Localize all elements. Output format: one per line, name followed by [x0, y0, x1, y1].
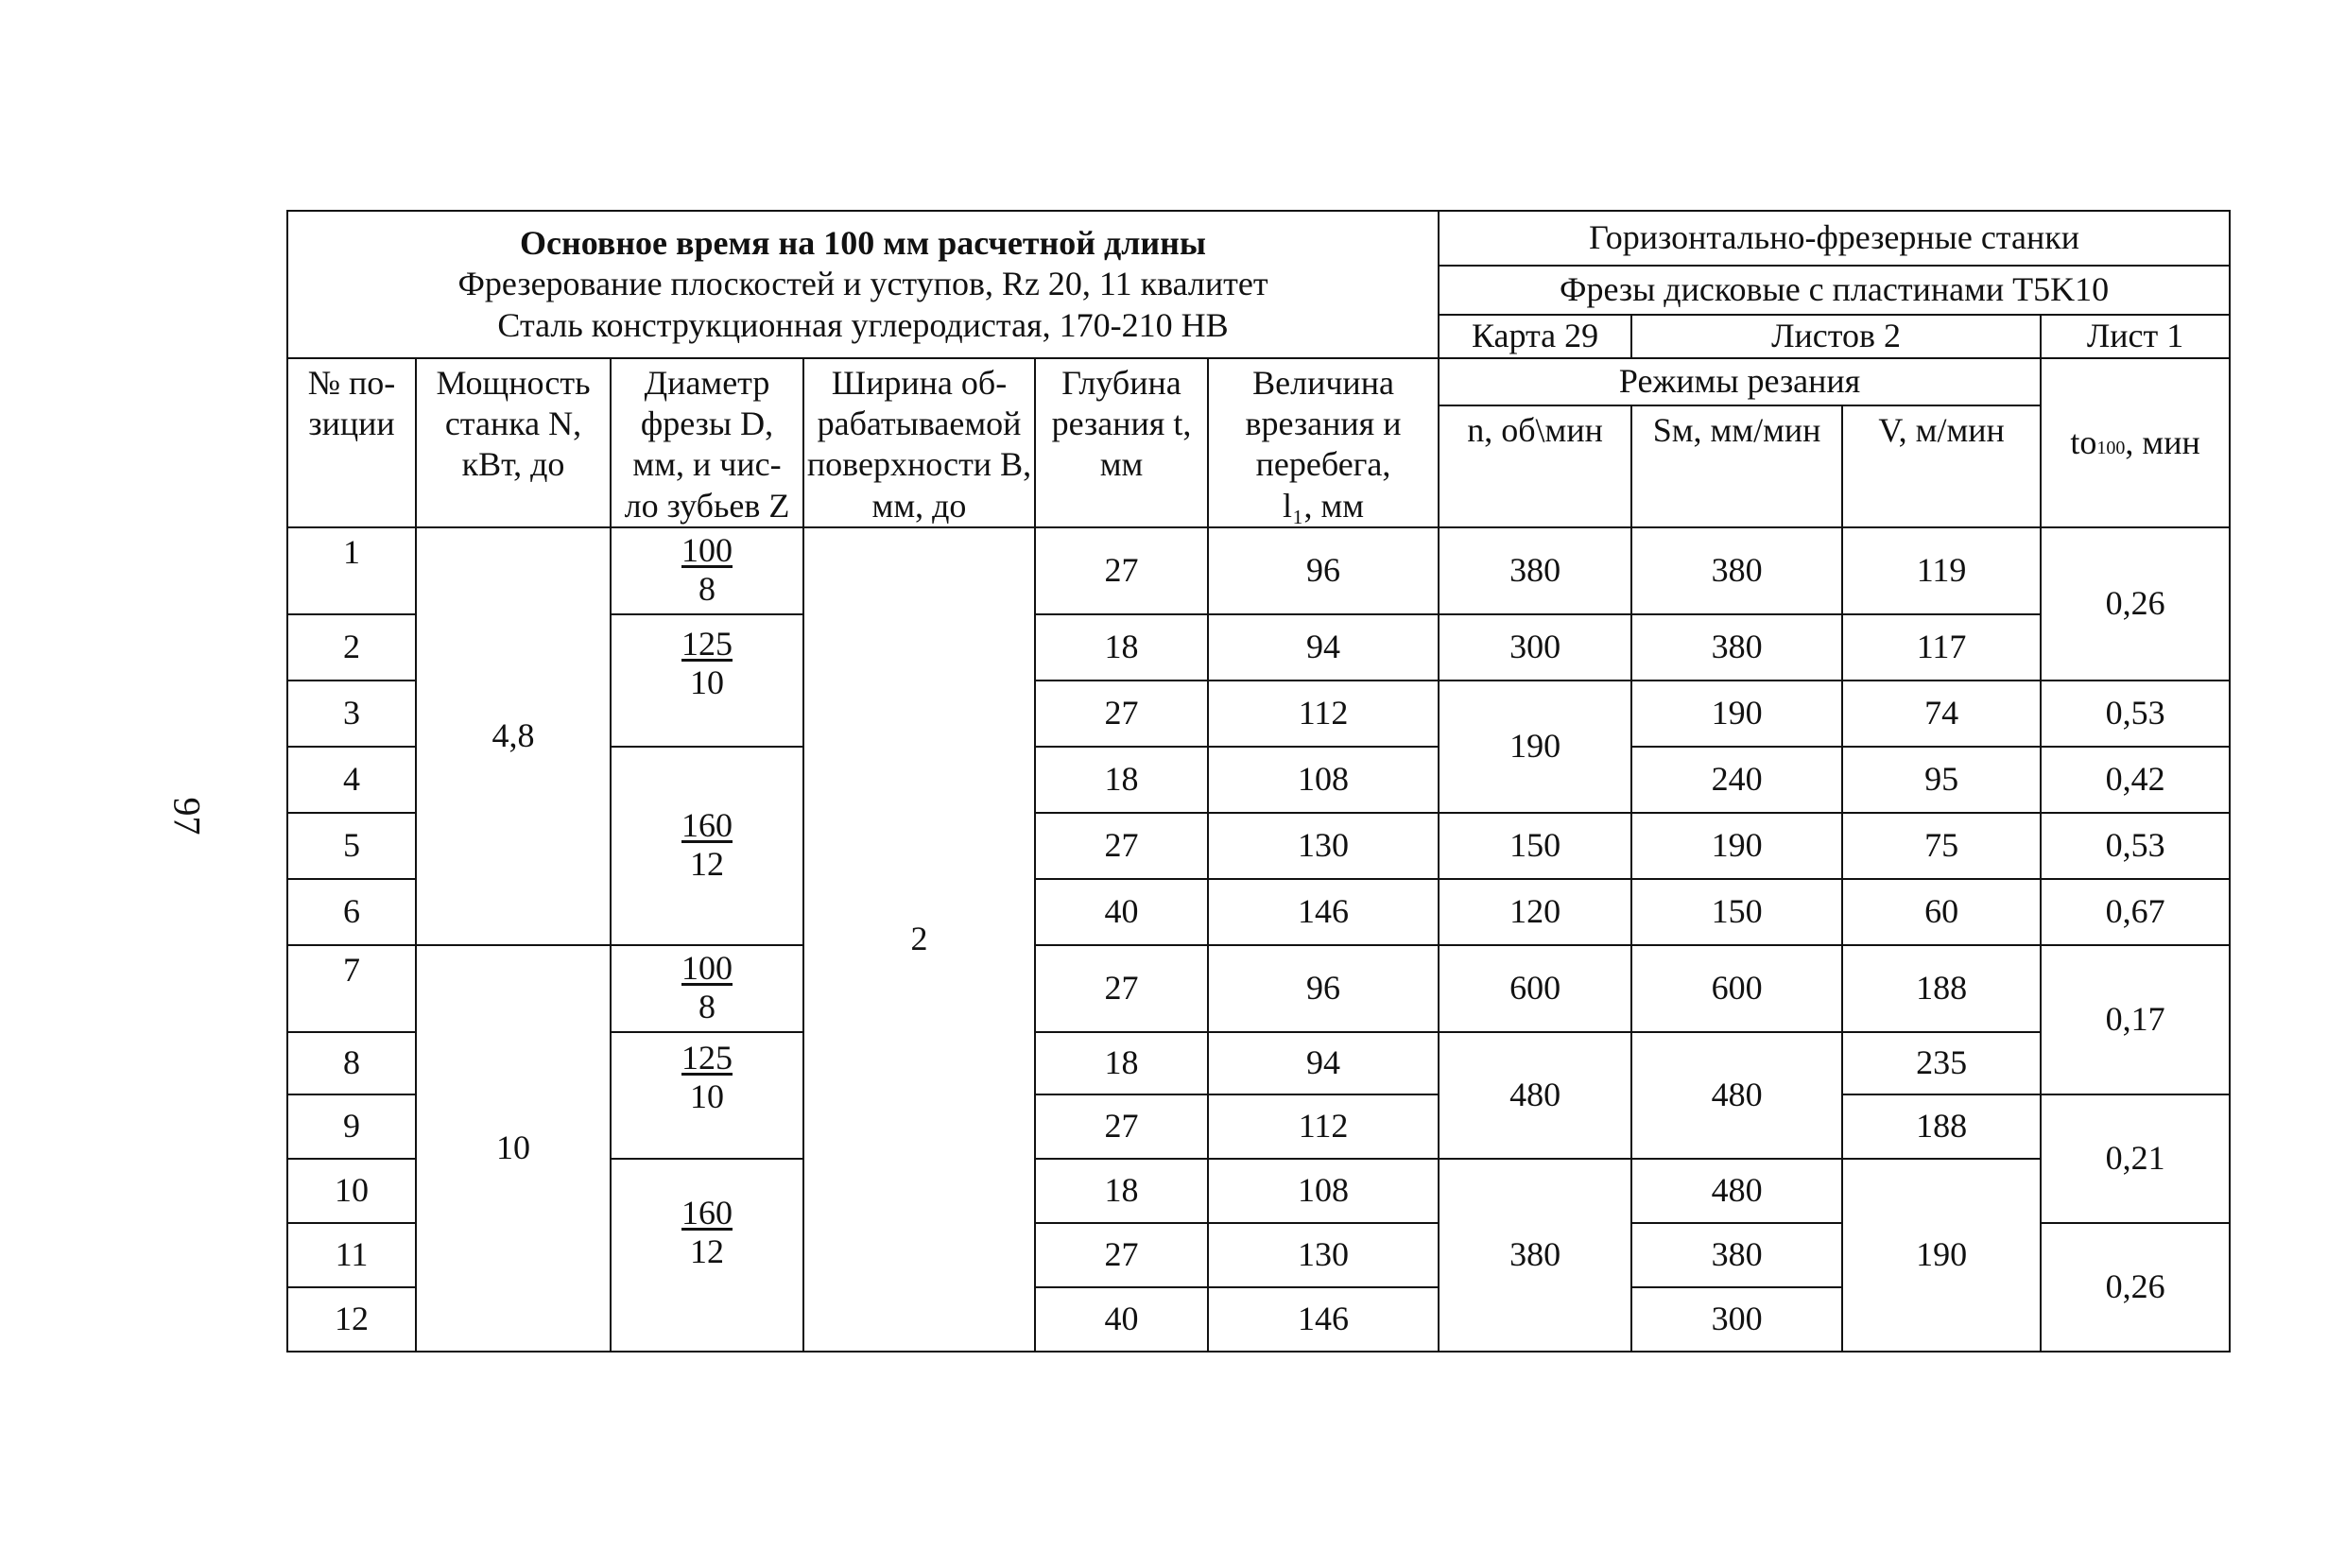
diam-num: 160 [681, 1193, 733, 1232]
cell-cut-in: 108 [1208, 747, 1439, 813]
cell-to: 0,53 [2041, 813, 2230, 879]
cell-cut-in: 108 [1208, 1159, 1439, 1223]
cell-cut-in: 146 [1208, 1287, 1439, 1352]
cell-v: 75 [1842, 813, 2041, 879]
col-header-position: № по- зиции [287, 358, 416, 527]
cell-diameter [611, 1032, 803, 1159]
diam-num: 160 [681, 805, 733, 844]
cell-to: 0,21 [2041, 1094, 2230, 1223]
cell-v: 235 [1842, 1032, 2041, 1094]
diam-num: 100 [681, 948, 733, 987]
cell-cut-in: 112 [1208, 1094, 1439, 1159]
cell-pos: 5 [287, 813, 416, 879]
cell-pos: 3 [287, 681, 416, 747]
cell-n: 150 [1439, 813, 1631, 879]
cell-to: 0,53 [2041, 681, 2230, 747]
col-header-s: Sм, мм/мин [1631, 405, 1842, 527]
cell-pos: 11 [287, 1223, 416, 1287]
col-header-cut-in-symbol: l₁, мм [1282, 486, 1365, 525]
cell-depth: 18 [1035, 747, 1208, 813]
cell-v: 95 [1842, 747, 2041, 813]
col-header-depth: Глубина резания t, мм [1035, 358, 1208, 527]
cell-depth: 27 [1035, 1094, 1208, 1159]
cell-s: 190 [1631, 681, 1842, 747]
diam-num: 100 [681, 530, 733, 569]
cell-v: 190 [1842, 1159, 2041, 1352]
cell-depth: 27 [1035, 527, 1208, 614]
cell-s: 480 [1631, 1032, 1842, 1159]
cell-s: 190 [1631, 813, 1842, 879]
cell-depth: 18 [1035, 1032, 1208, 1094]
col-header-cutting-modes: Режимы резания [1439, 358, 2041, 405]
cell-pos: 8 [287, 1032, 416, 1094]
col-header-cut-in [1208, 358, 1439, 527]
card-number: Карта 29 [1439, 315, 1631, 358]
cell-cut-in: 112 [1208, 681, 1439, 747]
to-suffix: , мин [2125, 422, 2200, 461]
cell-v: 117 [1842, 614, 2041, 681]
cell-n: 380 [1439, 527, 1631, 614]
sheets-count: Листов 2 [1631, 315, 2041, 358]
diam-num: 125 [681, 624, 733, 663]
cell-to: 0,67 [2041, 879, 2230, 945]
cell-depth: 18 [1035, 614, 1208, 681]
cell-s: 300 [1631, 1287, 1842, 1352]
cell-to: 0,26 [2041, 1223, 2230, 1352]
cell-cut-in: 94 [1208, 614, 1439, 681]
cell-power: 4,8 [416, 527, 611, 945]
cell-v: 188 [1842, 1094, 2041, 1159]
table-subtitle-2: Сталь конструкционная углеродистая, 170-210 HB [497, 305, 1229, 344]
cell-pos: 9 [287, 1094, 416, 1159]
cell-cut-in: 146 [1208, 879, 1439, 945]
cell-pos: 10 [287, 1159, 416, 1223]
machine-type: Горизонтально-фрезерные станки [1439, 211, 2230, 266]
cell-s: 480 [1631, 1159, 1842, 1223]
diam-den: 10 [690, 1077, 724, 1116]
col-header-n: n, об\мин [1439, 405, 1631, 527]
cell-diameter [611, 527, 803, 614]
cell-depth: 40 [1035, 879, 1208, 945]
diam-den: 10 [690, 663, 724, 702]
cell-n: 480 [1439, 1032, 1631, 1159]
cell-s: 380 [1631, 527, 1842, 614]
cell-to: 0,17 [2041, 945, 2230, 1094]
cell-n: 380 [1439, 1159, 1631, 1352]
cell-to: 0,42 [2041, 747, 2230, 813]
to-subscript: 100 [2096, 437, 2126, 458]
table-subtitle-1: Фрезерование плоскостей и уступов, Rz 20, 11 квалитет [457, 265, 1268, 303]
col-header-width: Ширина об- рабатываемой поверхности B, мм, до [803, 358, 1035, 527]
cell-v: 74 [1842, 681, 2041, 747]
cell-to: 0,26 [2041, 527, 2230, 681]
cell-s: 150 [1631, 879, 1842, 945]
tool-type: Фрезы дисковые с пластинами T5K10 [1439, 266, 2230, 315]
diam-den: 8 [698, 988, 716, 1026]
cell-n: 600 [1439, 945, 1631, 1032]
col-header-diameter: Диаметр фрезы D, мм, и чис- ло зубьев Z [611, 358, 803, 527]
cell-power: 10 [416, 945, 611, 1352]
cell-diameter [611, 945, 803, 1032]
page-number: 97 [165, 797, 209, 836]
cell-depth: 40 [1035, 1287, 1208, 1352]
cell-pos: 2 [287, 614, 416, 681]
diam-num: 125 [681, 1038, 733, 1077]
cell-s: 600 [1631, 945, 1842, 1032]
cell-s: 240 [1631, 747, 1842, 813]
cell-s: 380 [1631, 1223, 1842, 1287]
to-prefix: to [2070, 422, 2097, 461]
machining-time-table [286, 210, 2231, 1353]
cell-diameter [611, 614, 803, 747]
cell-depth: 18 [1035, 1159, 1208, 1223]
cell-pos: 6 [287, 879, 416, 945]
cell-cut-in: 130 [1208, 813, 1439, 879]
cell-v: 119 [1842, 527, 2041, 614]
col-header-cut-in-text: Величина врезания и перебега, [1245, 364, 1402, 484]
sheet-number: Лист 1 [2041, 315, 2230, 358]
cell-cut-in: 94 [1208, 1032, 1439, 1094]
cell-s: 380 [1631, 614, 1842, 681]
cell-pos: 1 [287, 527, 416, 614]
cell-width: 2 [803, 527, 1035, 1352]
cell-diameter [611, 1159, 803, 1352]
cell-cut-in: 96 [1208, 945, 1439, 1032]
col-header-power: Мощность станка N, кВт, до [416, 358, 611, 527]
cell-v: 188 [1842, 945, 2041, 1032]
diam-den: 8 [698, 570, 716, 609]
table-title-block [287, 211, 1439, 358]
cell-depth: 27 [1035, 813, 1208, 879]
cell-cut-in: 130 [1208, 1223, 1439, 1287]
diam-den: 12 [690, 1232, 724, 1271]
cell-pos: 7 [287, 945, 416, 1032]
cell-v: 60 [1842, 879, 2041, 945]
cell-depth: 27 [1035, 945, 1208, 1032]
cell-n: 300 [1439, 614, 1631, 681]
table-title: Основное время на 100 мм расчетной длины [520, 224, 1206, 263]
cell-cut-in: 96 [1208, 527, 1439, 614]
diam-den: 12 [690, 845, 724, 884]
col-header-to100 [2041, 358, 2230, 527]
cell-depth: 27 [1035, 1223, 1208, 1287]
cell-n: 120 [1439, 879, 1631, 945]
cell-pos: 12 [287, 1287, 416, 1352]
col-header-v: V, м/мин [1842, 405, 2041, 527]
cell-diameter [611, 747, 803, 945]
cell-depth: 27 [1035, 681, 1208, 747]
cell-pos: 4 [287, 747, 416, 813]
cell-n: 190 [1439, 681, 1631, 813]
